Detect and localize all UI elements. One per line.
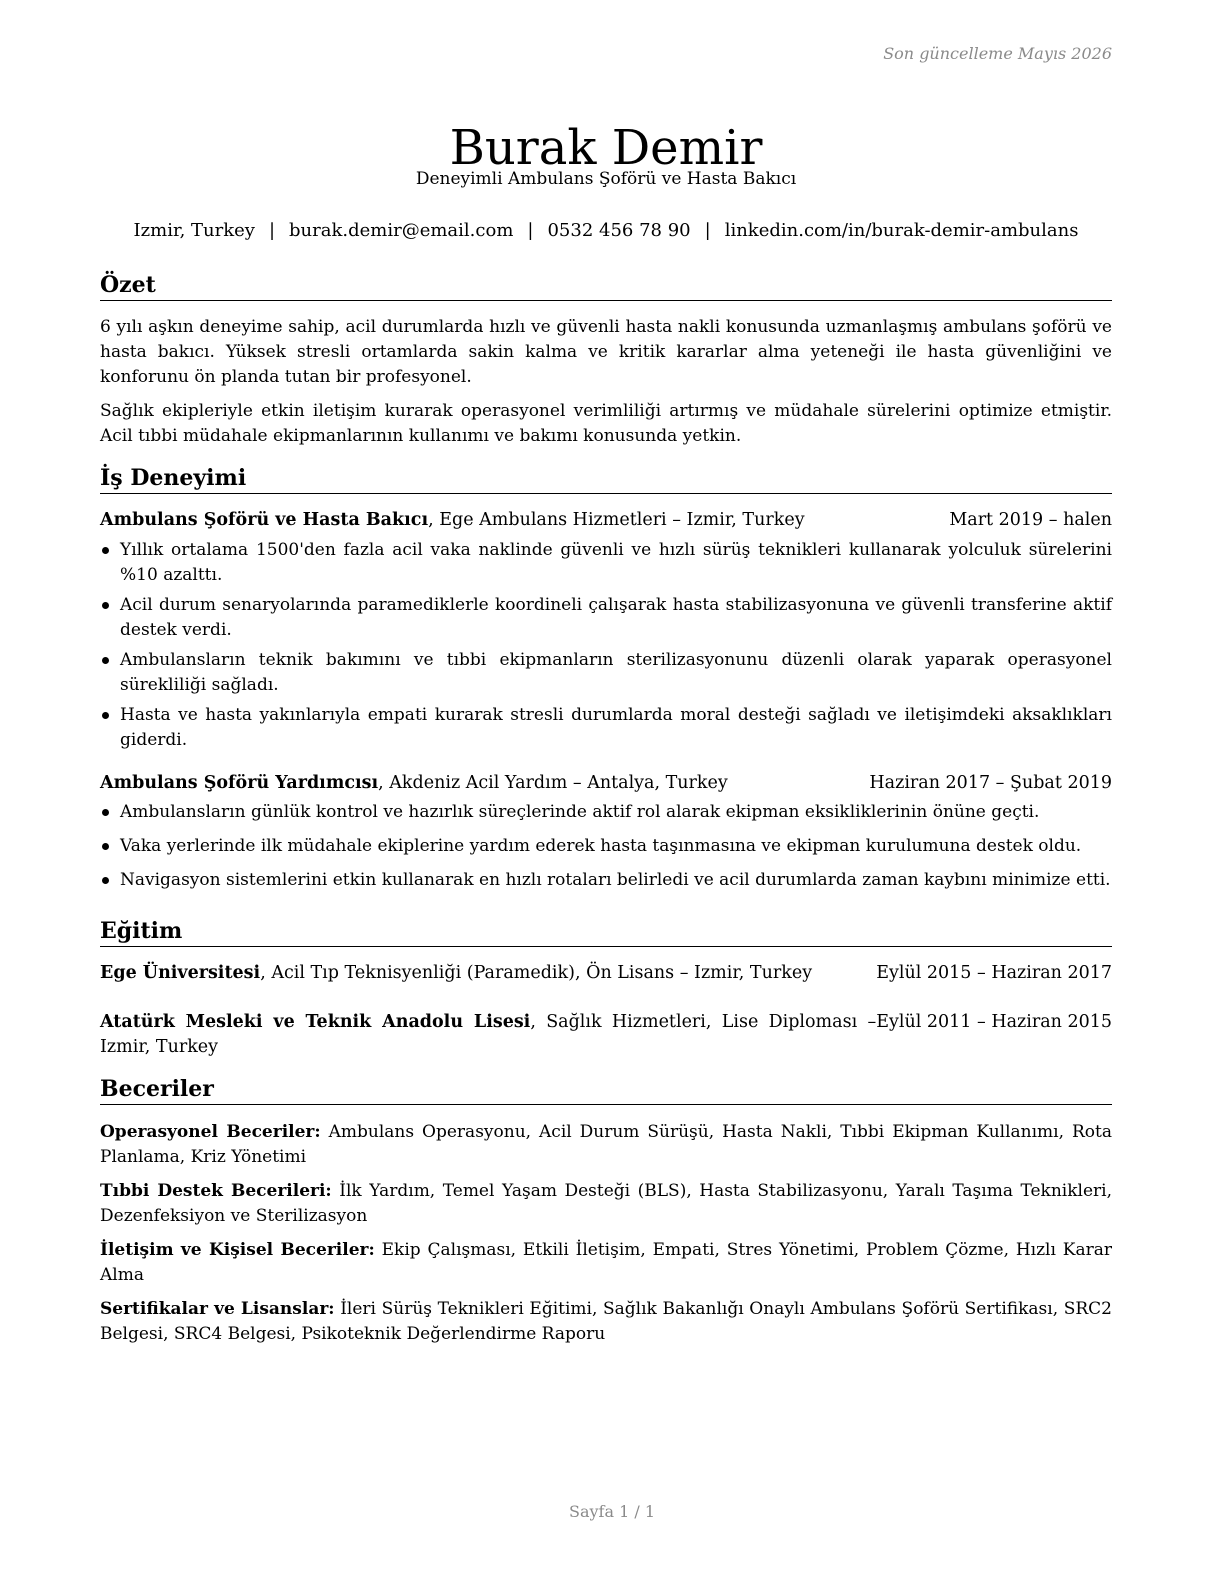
list-item: [100, 703, 1112, 753]
skill-group: [100, 1179, 1112, 1229]
skill-label: Operasyonel Beceriler:: [100, 1122, 321, 1142]
bullet-text: Ambulansların günlük kontrol ve hazırlık süreçlerinde aktif rol alarak ekipman eksikliklerinin önüne geçti.: [120, 802, 1040, 822]
skill-text: İlk Yardım, Temel Yaşam Desteği (BLS), Hasta Stabilizasyonu, Yaralı Taşıma Teknikleri, Dezenfeksiyon ve Sterilizasyon: [100, 1181, 1113, 1226]
list-item: [100, 800, 1112, 825]
contact-location: Izmir, Turkey: [133, 220, 255, 241]
list-item: [100, 538, 1112, 588]
skill-label: Tıbbi Destek Becerileri:: [100, 1181, 332, 1201]
skill-group: [100, 1120, 1112, 1170]
bullet-text: Vaka yerlerinde ilk müdahale ekiplerine yardım ederek hasta taşınmasına ve ekipman kurulumuna destek oldu.: [120, 836, 1082, 856]
job-header: [100, 771, 1112, 796]
education-entry: [100, 1010, 1112, 1060]
job-header: [100, 508, 1112, 533]
skills-section: [100, 1075, 1112, 1356]
bullet-icon: [102, 712, 109, 719]
list-item: [100, 834, 1112, 859]
contact-separator: |: [268, 220, 276, 241]
job-org: , Akdeniz Acil Yardım – Antalya, Turkey: [378, 773, 728, 793]
last-updated: Son güncelleme Mayıs 2026: [883, 44, 1112, 63]
contact-email[interactable]: burak.demir@email.com: [289, 220, 514, 241]
job-title-line: [100, 508, 949, 533]
list-item: [100, 648, 1112, 698]
list-item: [100, 868, 1112, 893]
bullet-text: Acil durum senaryolarında paramediklerle koordineli çalışarak hasta stabilizasyonuna ve güvenli transferine aktif destek verdi.: [120, 595, 1112, 640]
job-org: , Ege Ambulans Hizmetleri – Izmir, Turkey: [428, 510, 805, 530]
section-title-skills: Beceriler: [100, 1075, 1112, 1105]
job-dates: Mart 2019 – halen: [949, 510, 1112, 530]
skill-text: Ekip Çalışması, Etkili İletişim, Empati, Stres Yönetimi, Problem Çözme, Hızlı Karar Alma: [100, 1240, 1113, 1285]
skill-text: Ambulans Operasyonu, Acil Durum Sürüşü, Hasta Nakli, Tıbbi Ekipman Kullanımı, Rota Planlama, Kriz Yönetimi: [100, 1122, 1112, 1167]
headline: Deneyimli Ambulans Şoförü ve Hasta Bakıcı: [415, 169, 797, 189]
list-item: [100, 593, 1112, 643]
section-title-experience: İş Deneyimi: [100, 464, 1112, 494]
skill-group: [100, 1238, 1112, 1288]
section-title-summary: Özet: [100, 271, 1112, 301]
skill-label: İletişim ve Kişisel Beceriler:: [100, 1240, 375, 1260]
education-section: [100, 917, 1112, 1060]
job-role: Ambulans Şoförü ve Hasta Bakıcı: [100, 510, 429, 530]
experience-section: [100, 464, 1112, 893]
education-dates: Eylül 2011 – Haziran 2015: [876, 1012, 1112, 1032]
bullet-text: Yıllık ortalama 1500'den fazla acil vaka naklinde güvenli ve hızlı sürüş teknikleri kullanarak yolculuk sürelerini %10 azalttı.: [120, 540, 1112, 585]
bullet-icon: [102, 657, 109, 664]
contact-linkedin[interactable]: linkedin.com/in/burak-demir-ambulans: [724, 220, 1079, 241]
skill-label: Sertifikalar ve Lisanslar:: [100, 1299, 335, 1319]
summary-section: [100, 271, 1112, 449]
education-line: [100, 961, 876, 986]
job-title-line: [100, 771, 869, 796]
bullet-text: Hasta ve hasta yakınlarıyla empati kurarak stresli durumlarda moral desteği sağladı ve iletişimdeki aksaklıkları giderdi.: [120, 705, 1112, 750]
contact-separator: |: [704, 220, 711, 241]
bullet-icon: [102, 843, 109, 850]
contact-phone: 0532 456 78 90: [547, 220, 691, 241]
job-dates: Haziran 2017 – Şubat 2019: [869, 773, 1112, 793]
job-entry: [100, 771, 1112, 893]
bullet-icon: [102, 877, 109, 884]
bullet-icon: [102, 602, 109, 609]
bullet-icon: [102, 547, 109, 554]
candidate-name: Burak Demir: [449, 120, 763, 177]
job-role: Ambulans Şoförü Yardımcısı: [100, 773, 379, 793]
contact-separator: |: [527, 220, 534, 241]
education-entry: [100, 961, 1112, 986]
job-bullets: [100, 538, 1112, 753]
skill-text: İleri Sürüş Teknikleri Eğitimi, Sağlık Bakanlığı Onaylı Ambulans Şoförü Sertifikası, SRC2 Belgesi, SRC4 Belgesi, Psikoteknik Değerlendirme Raporu: [100, 1299, 1113, 1344]
education-line: [100, 1010, 876, 1060]
job-entry: [100, 508, 1112, 753]
contact-line: [100, 219, 1112, 243]
bullet-text: Navigasyon sistemlerini etkin kullanarak en hızlı rotaları belirledi ve acil durumlarda zaman kaybını minimize etti.: [120, 870, 1111, 890]
education-dates: Eylül 2015 – Haziran 2017: [876, 963, 1112, 983]
bullet-text: Ambulansların teknik bakımını ve tıbbi ekipmanların sterilizasyonunu düzenli olarak yaparak operasyonel sürekliliği sağladı.: [120, 650, 1112, 695]
summary-paragraph: 6 yılı aşkın deneyime sahip, acil durumlarda hızlı ve güvenli hasta nakli konusunda uzmanlaşmış ambulans şoförü ve hasta bakıcı. Yüksek stresli ortamlarda sakin kalma ve kritik kararlar alma yeteneği ile hasta güvenliğini ve konforunu ön planda tutan bir profesyonel.: [100, 317, 1112, 387]
education-detail: , Acil Tıp Teknisyenliği (Paramedik), Ön Lisans – Izmir, Turkey: [260, 963, 813, 983]
education-detail: , Sağlık Hizmetleri, Lise Diploması – Izmir, Turkey: [100, 1012, 877, 1057]
section-title-education: Eğitim: [100, 917, 1112, 947]
job-bullets: [100, 800, 1112, 893]
bullet-icon: [102, 809, 109, 816]
page-number: Sayfa 1 / 1: [568, 1502, 655, 1521]
school-name: Atatürk Mesleki ve Teknik Anadolu Lisesi: [100, 1012, 531, 1032]
summary-paragraph: Sağlık ekipleriyle etkin iletişim kurarak operasyonel verimliliği artırmış ve müdahale sürelerini optimize etmiştir. Acil tıbbi müdahale ekipmanlarının kullanımı ve bakımı konusunda yetkin.: [100, 401, 1112, 446]
skill-group: [100, 1297, 1112, 1347]
school-name: Ege Üniversitesi: [100, 963, 261, 983]
